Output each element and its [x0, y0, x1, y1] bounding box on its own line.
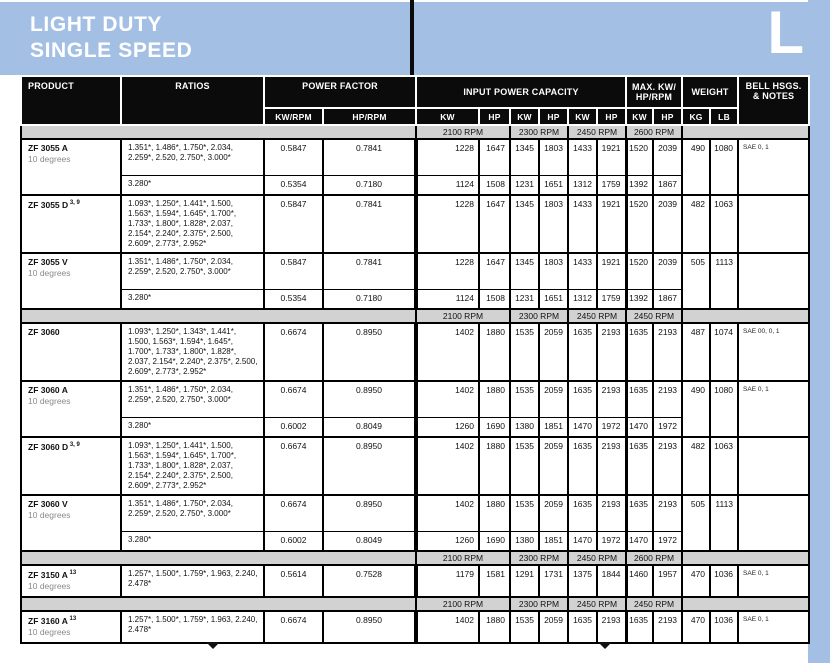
power-value-cell: 2193 — [597, 381, 626, 417]
weight-kg-cell: 490 — [682, 139, 710, 195]
product-cell — [21, 195, 121, 253]
weight-kg-cell: 487 — [682, 323, 710, 381]
power-value-cell: 1345 — [510, 195, 539, 253]
page-header-banner — [0, 0, 830, 75]
power-value-cell: 1520 — [626, 139, 653, 175]
power-value-cell: 1179 — [416, 565, 479, 597]
power-value-cell: 1647 — [479, 139, 510, 175]
subcol-hp-2: HP — [539, 108, 568, 125]
ratios-cell: 1.351*, 1.486*, 1.750*, 2.034, 2.259*, 2.520, 2.750*, 3.000* — [121, 495, 264, 531]
power-value-cell: 1731 — [539, 565, 568, 597]
bell-notes-cell — [738, 253, 809, 309]
power-value-cell: 2193 — [597, 611, 626, 643]
rpm-band-label: 2450 RPM — [626, 309, 682, 323]
power-value-cell: 1470 — [568, 417, 597, 437]
power-value-cell: 1402 — [416, 437, 479, 495]
hp-per-rpm-cell: 0.7841 — [323, 139, 416, 175]
sub-ratio-cell: 3.280* — [121, 531, 264, 551]
hp-per-rpm-cell: 0.8950 — [323, 323, 416, 381]
subcol-kw-max: KW — [626, 108, 653, 125]
col-header-weight: WEIGHT — [682, 76, 738, 108]
power-value-cell: 2193 — [653, 381, 682, 417]
hp-per-rpm-cell: 0.7180 — [323, 175, 416, 195]
product-name: ZF 3060 — [28, 327, 60, 337]
spec-table — [20, 75, 810, 644]
ratios-cell: 1.093*, 1.250*, 1.441*, 1.500, 1.563*, 1.594*, 1.645*, 1.700*, 1.733*, 1.800*, 1.828*, 2.037, 2.154*, 2.240*, 2.375*, 2.500, 2.609*, 2.773*, 2.952* — [121, 195, 264, 253]
power-value-cell: 2059 — [539, 323, 568, 381]
power-value-cell: 1921 — [597, 195, 626, 253]
rpm-band-row — [21, 551, 809, 565]
hp-per-rpm-cell: 0.7180 — [323, 289, 416, 309]
power-value-cell: 1260 — [416, 531, 479, 551]
power-value-cell: 1972 — [597, 417, 626, 437]
kw-per-rpm-cell: 0.6002 — [264, 531, 323, 551]
sub-ratio-cell: 3.280* — [121, 175, 264, 195]
subcol-hp-3: HP — [597, 108, 626, 125]
product-name: ZF 3055 A — [28, 143, 68, 153]
power-value-cell: 2059 — [539, 495, 568, 531]
power-value-cell: 2193 — [653, 611, 682, 643]
weight-lb-cell: 1074 — [710, 323, 738, 381]
power-value-cell: 1635 — [626, 611, 653, 643]
power-value-cell: 1803 — [539, 253, 568, 289]
col-header-bell-hsgs: BELL HSGS. & NOTES — [738, 76, 809, 125]
kw-per-rpm-cell: 0.5847 — [264, 253, 323, 289]
power-value-cell: 1844 — [597, 565, 626, 597]
rpm-band-label: 2300 RPM — [510, 551, 568, 565]
power-value-cell: 1402 — [416, 323, 479, 381]
subcol-hp-rpm: HP/RPM — [323, 108, 416, 125]
product-row — [21, 495, 809, 531]
power-value-cell: 1651 — [539, 289, 568, 309]
power-value-cell: 1921 — [597, 253, 626, 289]
power-value-cell: 1535 — [510, 611, 539, 643]
rpm-band-label: 2450 RPM — [568, 125, 626, 139]
rpm-band-label: 2100 RPM — [416, 597, 510, 611]
power-value-cell: 1867 — [653, 175, 682, 195]
kw-per-rpm-cell: 0.6674 — [264, 611, 323, 643]
ratios-cell: 1.093*, 1.250*, 1.441*, 1.500, 1.563*, 1.594*, 1.645*, 1.700*, 1.733*, 1.800*, 1.828*, 2.037, 2.154*, 2.240*, 2.375*, 2.500, 2.609*, 2.773*, 2.952* — [121, 437, 264, 495]
power-value-cell: 1635 — [626, 437, 653, 495]
product-degrees: 10 degrees — [28, 581, 71, 592]
power-value-cell: 2193 — [653, 495, 682, 531]
power-value-cell: 1880 — [479, 437, 510, 495]
weight-lb-cell: 1113 — [710, 253, 738, 309]
power-value-cell: 1803 — [539, 139, 568, 175]
power-value-cell: 1228 — [416, 253, 479, 289]
product-cell — [21, 381, 121, 437]
power-value-cell: 1635 — [626, 495, 653, 531]
power-value-cell: 1690 — [479, 417, 510, 437]
power-value-cell: 1231 — [510, 289, 539, 309]
subcol-hp-max: HP — [653, 108, 682, 125]
power-value-cell: 1433 — [568, 253, 597, 289]
power-value-cell: 2193 — [597, 495, 626, 531]
col-header-input-power: INPUT POWER CAPACITY — [416, 76, 626, 108]
bell-notes-cell — [738, 195, 809, 253]
power-value-cell: 1635 — [568, 611, 597, 643]
power-value-cell: 1535 — [510, 323, 539, 381]
product-name: ZF 3150 A $^{13}$ — [28, 569, 77, 580]
power-value-cell: 1635 — [626, 381, 653, 417]
sub-ratio-cell: 3.280* — [121, 289, 264, 309]
power-value-cell: 1312 — [568, 175, 597, 195]
power-value-cell: 2039 — [653, 139, 682, 175]
rpm-band-tail — [682, 551, 809, 565]
product-cell — [21, 495, 121, 551]
power-value-cell: 2193 — [653, 323, 682, 381]
weight-lb-cell: 1063 — [710, 195, 738, 253]
rpm-band-label: 2100 RPM — [416, 551, 510, 565]
col-header-ratios: RATIOS — [121, 76, 264, 125]
rpm-band-tail — [682, 597, 809, 611]
rpm-band-label: 2300 RPM — [510, 125, 568, 139]
weight-lb-cell: 1080 — [710, 139, 738, 195]
hp-per-rpm-cell: 0.8049 — [323, 531, 416, 551]
col-header-max-kw-hp: MAX. KW/ HP/RPM — [626, 76, 682, 108]
power-value-cell: 1972 — [653, 531, 682, 551]
rpm-band-row — [21, 309, 809, 323]
kw-per-rpm-cell: 0.6674 — [264, 381, 323, 417]
power-value-cell: 1470 — [626, 417, 653, 437]
power-value-cell: 1535 — [510, 437, 539, 495]
rpm-band-label: 2450 RPM — [568, 597, 626, 611]
table-body — [21, 125, 809, 643]
kw-per-rpm-cell: 0.6674 — [264, 495, 323, 531]
product-name: ZF 3160 A $^{13}$ — [28, 615, 77, 626]
bell-notes-cell: SAE 0, 1 — [738, 611, 809, 643]
power-value-cell: 1402 — [416, 495, 479, 531]
rpm-band-label: 2300 RPM — [510, 309, 568, 323]
rpm-band-lead — [21, 597, 416, 611]
product-degrees: 10 degrees — [28, 268, 71, 279]
subcol-kg: KG — [682, 108, 710, 125]
rpm-band-label: 2450 RPM — [626, 597, 682, 611]
hp-per-rpm-cell: 0.7841 — [323, 253, 416, 289]
kw-per-rpm-cell: 0.6674 — [264, 323, 323, 381]
product-name: ZF 3060 A — [28, 385, 68, 395]
ratios-cell: 1.351*, 1.486*, 1.750*, 2.034, 2.259*, 2.520, 2.750*, 3.000* — [121, 253, 264, 289]
power-value-cell: 1880 — [479, 381, 510, 417]
sub-ratio-cell: 3.280* — [121, 417, 264, 437]
power-value-cell: 1433 — [568, 195, 597, 253]
weight-kg-cell: 470 — [682, 611, 710, 643]
page-edge-band — [808, 0, 830, 663]
power-value-cell: 1535 — [510, 495, 539, 531]
power-value-cell: 1972 — [597, 531, 626, 551]
product-cell — [21, 611, 121, 643]
power-value-cell: 1375 — [568, 565, 597, 597]
weight-lb-cell: 1063 — [710, 437, 738, 495]
product-row — [21, 437, 809, 495]
rpm-band-lead — [21, 309, 416, 323]
hp-per-rpm-cell: 0.8950 — [323, 437, 416, 495]
weight-kg-cell: 470 — [682, 565, 710, 597]
power-value-cell: 1635 — [568, 323, 597, 381]
product-row — [21, 381, 809, 417]
product-degrees: 10 degrees — [28, 396, 71, 407]
product-row — [21, 611, 809, 643]
hp-per-rpm-cell: 0.8950 — [323, 495, 416, 531]
power-value-cell: 2059 — [539, 381, 568, 417]
power-value-cell: 1312 — [568, 289, 597, 309]
power-value-cell: 1957 — [653, 565, 682, 597]
hp-per-rpm-cell: 0.8950 — [323, 611, 416, 643]
power-value-cell: 1228 — [416, 195, 479, 253]
power-value-cell: 1508 — [479, 289, 510, 309]
kw-per-rpm-cell: 0.5354 — [264, 175, 323, 195]
power-value-cell: 1647 — [479, 253, 510, 289]
subcol-kw-1: KW — [416, 108, 479, 125]
weight-lb-cell: 1080 — [710, 381, 738, 437]
power-value-cell: 2039 — [653, 195, 682, 253]
bell-notes-cell: SAE 00, 0, 1 — [738, 323, 809, 381]
weight-kg-cell: 505 — [682, 495, 710, 551]
weight-kg-cell: 482 — [682, 437, 710, 495]
power-value-cell: 1651 — [539, 175, 568, 195]
kw-per-rpm-cell: 0.5614 — [264, 565, 323, 597]
product-name: ZF 3055 V — [28, 257, 68, 267]
power-value-cell: 1124 — [416, 289, 479, 309]
weight-kg-cell: 482 — [682, 195, 710, 253]
power-value-cell: 1535 — [510, 381, 539, 417]
bell-notes-cell — [738, 495, 809, 551]
weight-kg-cell: 490 — [682, 381, 710, 437]
subcol-kw-2: KW — [510, 108, 539, 125]
power-value-cell: 2039 — [653, 253, 682, 289]
product-cell — [21, 437, 121, 495]
power-value-cell: 1520 — [626, 253, 653, 289]
section-letter: L — [767, 0, 804, 66]
product-cell — [21, 253, 121, 309]
kw-per-rpm-cell: 0.5847 — [264, 139, 323, 175]
power-value-cell: 1851 — [539, 417, 568, 437]
kw-per-rpm-cell: 0.5354 — [264, 289, 323, 309]
power-value-cell: 1392 — [626, 289, 653, 309]
power-value-cell: 1635 — [626, 323, 653, 381]
product-cell — [21, 323, 121, 381]
rpm-band-lead — [21, 551, 416, 565]
rpm-band-row — [21, 125, 809, 139]
bell-notes-cell — [738, 437, 809, 495]
hp-per-rpm-cell: 0.8049 — [323, 417, 416, 437]
product-name: ZF 3060 D $^{3, 9}$ — [28, 441, 80, 452]
power-value-cell: 1635 — [568, 495, 597, 531]
power-value-cell: 1581 — [479, 565, 510, 597]
product-row — [21, 253, 809, 289]
power-value-cell: 1402 — [416, 611, 479, 643]
product-footnote: 13 — [67, 615, 77, 622]
product-footnote: 3, 9 — [68, 200, 80, 206]
ratios-cell: 1.351*, 1.486*, 1.750*, 2.034, 2.259*, 2.520, 2.750*, 3.000* — [121, 139, 264, 175]
power-value-cell: 1470 — [626, 531, 653, 551]
weight-kg-cell: 505 — [682, 253, 710, 309]
power-value-cell: 1380 — [510, 417, 539, 437]
power-value-cell: 2193 — [653, 437, 682, 495]
power-value-cell: 1635 — [568, 437, 597, 495]
ratios-cell: 1.257*, 1.500*, 1.759*, 1.963, 2.240, 2.478* — [121, 565, 264, 597]
power-value-cell: 1291 — [510, 565, 539, 597]
weight-lb-cell: 1036 — [710, 565, 738, 597]
kw-per-rpm-cell: 0.6674 — [264, 437, 323, 495]
rpm-band-label: 2100 RPM — [416, 125, 510, 139]
power-value-cell: 1647 — [479, 195, 510, 253]
weight-lb-cell: 1036 — [710, 611, 738, 643]
power-value-cell: 1921 — [597, 139, 626, 175]
subcol-kw-3: KW — [568, 108, 597, 125]
page-divider-line — [410, 0, 414, 75]
power-value-cell: 1380 — [510, 531, 539, 551]
ratios-cell: 1.351*, 1.486*, 1.750*, 2.034, 2.259*, 2.520, 2.750*, 3.000* — [121, 381, 264, 417]
rpm-band-label: 2600 RPM — [626, 551, 682, 565]
page-title-line1: LIGHT DUTY — [30, 13, 162, 36]
product-row — [21, 195, 809, 253]
product-row — [21, 139, 809, 175]
product-name: ZF 3055 D $^{3, 9}$ — [28, 199, 80, 210]
col-header-power-factor: POWER FACTOR — [264, 76, 416, 108]
product-footnote: 13 — [67, 570, 77, 576]
subcol-kw-rpm: KW/RPM — [264, 108, 323, 125]
bell-notes-cell: SAE 0, 1 — [738, 381, 809, 437]
product-name: ZF 3060 V — [28, 499, 68, 509]
power-value-cell: 1460 — [626, 565, 653, 597]
hp-per-rpm-cell: 0.8950 — [323, 381, 416, 417]
power-value-cell: 1759 — [597, 175, 626, 195]
rpm-band-label: 2450 RPM — [568, 551, 626, 565]
product-row — [21, 565, 809, 597]
power-value-cell: 1972 — [653, 417, 682, 437]
page-title — [30, 12, 192, 63]
power-value-cell: 1228 — [416, 139, 479, 175]
power-value-cell: 2193 — [597, 323, 626, 381]
power-value-cell: 1508 — [479, 175, 510, 195]
power-value-cell: 1880 — [479, 323, 510, 381]
bell-notes-cell: SAE 0, 1 — [738, 139, 809, 195]
power-value-cell: 1635 — [568, 381, 597, 417]
power-value-cell: 2059 — [539, 611, 568, 643]
weight-lb-cell: 1113 — [710, 495, 738, 551]
rpm-band-lead — [21, 125, 416, 139]
power-value-cell: 1759 — [597, 289, 626, 309]
product-cell — [21, 565, 121, 597]
product-row — [21, 323, 809, 381]
product-footnote: 3, 9 — [68, 442, 80, 448]
power-value-cell: 1803 — [539, 195, 568, 253]
rpm-band-row — [21, 597, 809, 611]
continued-arrow-left — [206, 642, 220, 649]
rpm-band-label: 2450 RPM — [568, 309, 626, 323]
power-value-cell: 1867 — [653, 289, 682, 309]
rpm-band-label: 2300 RPM — [510, 597, 568, 611]
col-header-product: PRODUCT — [21, 76, 121, 125]
power-value-cell: 2193 — [597, 437, 626, 495]
power-value-cell: 1880 — [479, 495, 510, 531]
power-value-cell: 1520 — [626, 195, 653, 253]
rpm-band-tail — [682, 125, 809, 139]
kw-per-rpm-cell: 0.6002 — [264, 417, 323, 437]
continued-arrow-right — [598, 642, 612, 649]
power-value-cell: 1402 — [416, 381, 479, 417]
power-value-cell: 1433 — [568, 139, 597, 175]
subcol-lb: LB — [710, 108, 738, 125]
power-value-cell: 1345 — [510, 139, 539, 175]
power-value-cell: 1690 — [479, 531, 510, 551]
power-value-cell: 1392 — [626, 175, 653, 195]
rpm-band-label: 2600 RPM — [626, 125, 682, 139]
power-value-cell: 1470 — [568, 531, 597, 551]
hp-per-rpm-cell: 0.7528 — [323, 565, 416, 597]
ratios-cell: 1.093*, 1.250*, 1.343*, 1.441*, 1.500, 1.563*, 1.594*, 1.645*, 1.700*, 1.733*, 1.800*, 1.828*, 2.037, 2.154*, 2.240*, 2.375*, 2.500, 2.609*, 2.773*, 2.952* — [121, 323, 264, 381]
bell-notes-cell: SAE 0, 1 — [738, 565, 809, 597]
kw-per-rpm-cell: 0.5847 — [264, 195, 323, 253]
power-value-cell: 1124 — [416, 175, 479, 195]
power-value-cell: 1345 — [510, 253, 539, 289]
product-cell — [21, 139, 121, 195]
product-degrees: 10 degrees — [28, 627, 71, 638]
subcol-hp-1: HP — [479, 108, 510, 125]
power-value-cell: 1231 — [510, 175, 539, 195]
rpm-band-tail — [682, 309, 809, 323]
page-title-line2: SINGLE SPEED — [30, 38, 193, 62]
table-header — [21, 76, 809, 125]
ratios-cell: 1.257*, 1.500*, 1.759*, 1.963, 2.240, 2.478* — [121, 611, 264, 643]
power-value-cell: 1880 — [479, 611, 510, 643]
hp-per-rpm-cell: 0.7841 — [323, 195, 416, 253]
product-degrees: 10 degrees — [28, 154, 71, 165]
product-degrees: 10 degrees — [28, 510, 71, 521]
rpm-band-label: 2100 RPM — [416, 309, 510, 323]
power-value-cell: 2059 — [539, 437, 568, 495]
power-value-cell: 1260 — [416, 417, 479, 437]
power-value-cell: 1851 — [539, 531, 568, 551]
